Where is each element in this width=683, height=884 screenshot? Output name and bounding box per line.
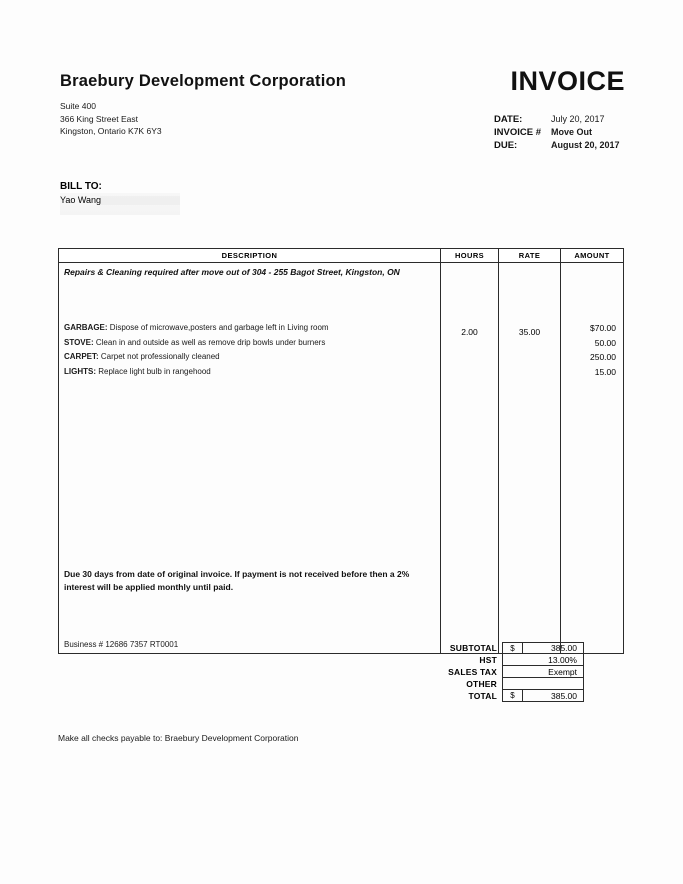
rate-column — [499, 263, 561, 653]
business-number: Business # 12686 7357 RT0001 — [64, 640, 179, 649]
sales-tax-value: Exempt — [502, 666, 584, 678]
amount-value: 15.00 — [594, 366, 616, 377]
invoice-number-label: INVOICE # — [494, 127, 541, 138]
other-label: OTHER — [466, 679, 497, 689]
company-address — [60, 100, 162, 138]
redaction-block-secondary — [100, 196, 180, 205]
line-item-tag: CARPET: — [64, 352, 99, 361]
table-header-row — [59, 249, 623, 263]
date-label: DATE: — [494, 114, 523, 125]
subtotal-value: 385.00 — [522, 642, 584, 654]
totals-row-total — [440, 690, 624, 702]
line-item-text: Replace light bulb in rangehood — [96, 366, 211, 376]
list-item — [64, 321, 436, 336]
address-line-1: Suite 400 — [60, 101, 96, 111]
hst-value: 13.00% — [502, 654, 584, 666]
totals-block — [440, 642, 624, 702]
description-column — [59, 263, 441, 653]
totals-row-subtotal — [440, 642, 624, 654]
totals-row-other — [440, 678, 624, 690]
line-item-text: Clean in and outside as well as remove drip bowls under burners — [93, 337, 326, 347]
amount-value: 250.00 — [590, 352, 616, 362]
bill-to-name: Yao Wang — [60, 195, 102, 205]
other-value — [502, 678, 584, 690]
hours-column — [441, 263, 499, 653]
invoice-meta — [494, 114, 674, 153]
due-value: August 20, 2017 — [551, 140, 620, 150]
total-currency: $ — [502, 690, 522, 702]
hst-label: HST — [479, 655, 497, 665]
line-item-tag: GARBAGE: — [64, 323, 108, 332]
meta-row-date — [494, 114, 674, 127]
invoice-number-value: Move Out — [551, 127, 593, 137]
amount-value: $70.00 — [590, 323, 616, 333]
hours-value: 2.00 — [461, 327, 478, 337]
description-lines — [64, 321, 436, 379]
total-value: 385.00 — [522, 690, 584, 702]
meta-row-due — [494, 140, 674, 153]
payment-terms: Due 30 days from date of original invoice. If payment is not received before then a 2% interest will be applied monthly until paid. — [64, 569, 410, 592]
subtotal-currency: $ — [502, 642, 522, 654]
column-header-rate: RATE — [499, 249, 561, 262]
sales-tax-label: SALES TAX — [448, 667, 497, 677]
line-item-tag: LIGHTS: — [64, 366, 96, 376]
totals-row-sales-tax — [440, 666, 624, 678]
column-header-amount: AMOUNT — [574, 251, 610, 260]
rate-value: 35.00 — [518, 327, 541, 337]
page-title: INVOICE — [510, 66, 625, 96]
line-items-table — [58, 248, 624, 654]
table-body — [59, 263, 623, 653]
list-item — [64, 350, 436, 365]
line-item-text: Carpet not professionally cleaned — [98, 352, 220, 361]
address-line-3: Kingston, Ontario K7K 6Y3 — [60, 126, 162, 136]
amount-value: 50.00 — [594, 337, 616, 348]
date-value: July 20, 2017 — [551, 114, 605, 124]
subtotal-label: SUBTOTAL — [449, 643, 497, 653]
footer-note: Make all checks payable to: Braebury Development Corporation — [58, 733, 299, 743]
list-item — [64, 365, 436, 380]
amount-column — [561, 263, 623, 653]
company-name: Braebury Development Corporation — [60, 72, 347, 90]
totals-row-hst — [440, 654, 624, 666]
due-label: DUE: — [494, 140, 518, 151]
line-item-text: Dispose of microwave,posters and garbage left in Living room — [107, 323, 329, 332]
bill-to-label: BILL TO: — [60, 181, 102, 192]
job-title: Repairs & Cleaning required after move out of 304 - 255 Bagot Street, Kingston, ON — [64, 267, 400, 277]
list-item — [64, 336, 436, 351]
column-header-hours: HOURS — [441, 249, 499, 262]
total-label: TOTAL — [468, 691, 497, 701]
address-line-2: 366 King Street East — [60, 113, 138, 124]
amount-list — [561, 321, 623, 379]
meta-row-invoice — [494, 127, 674, 140]
line-item-tag: STOVE: — [64, 337, 94, 347]
column-header-description: DESCRIPTION — [59, 249, 441, 262]
